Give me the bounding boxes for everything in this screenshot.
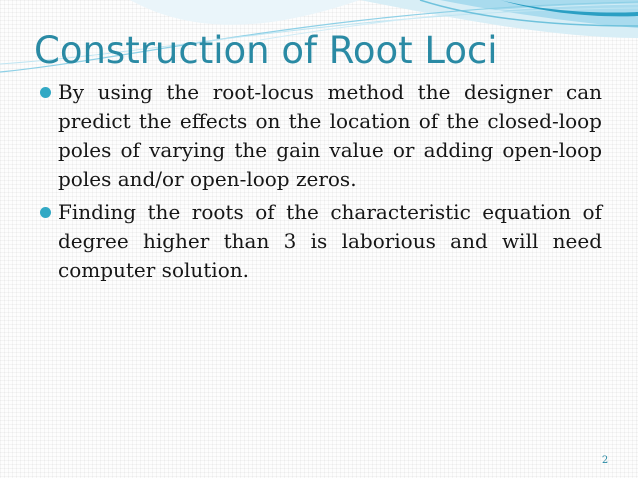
bullet-text: By using the root-locus method the designer can predict the effects on the location of the closed-loop poles of varying the gain value or adding open-loop poles and/or open-loop zeros. [58, 80, 602, 191]
slide-title: Construction of Root Loci [34, 29, 498, 72]
bullet-dot-icon [40, 87, 51, 98]
page-number: 2 [601, 455, 609, 466]
bullet-item [40, 198, 602, 285]
bullet-dot-icon [40, 207, 51, 218]
bullet-text: Finding the roots of the characteristic equation of degree higher than 3 is laborious and will need computer solution. [58, 200, 602, 282]
bullet-item [40, 78, 602, 194]
bullet-list [40, 78, 602, 289]
